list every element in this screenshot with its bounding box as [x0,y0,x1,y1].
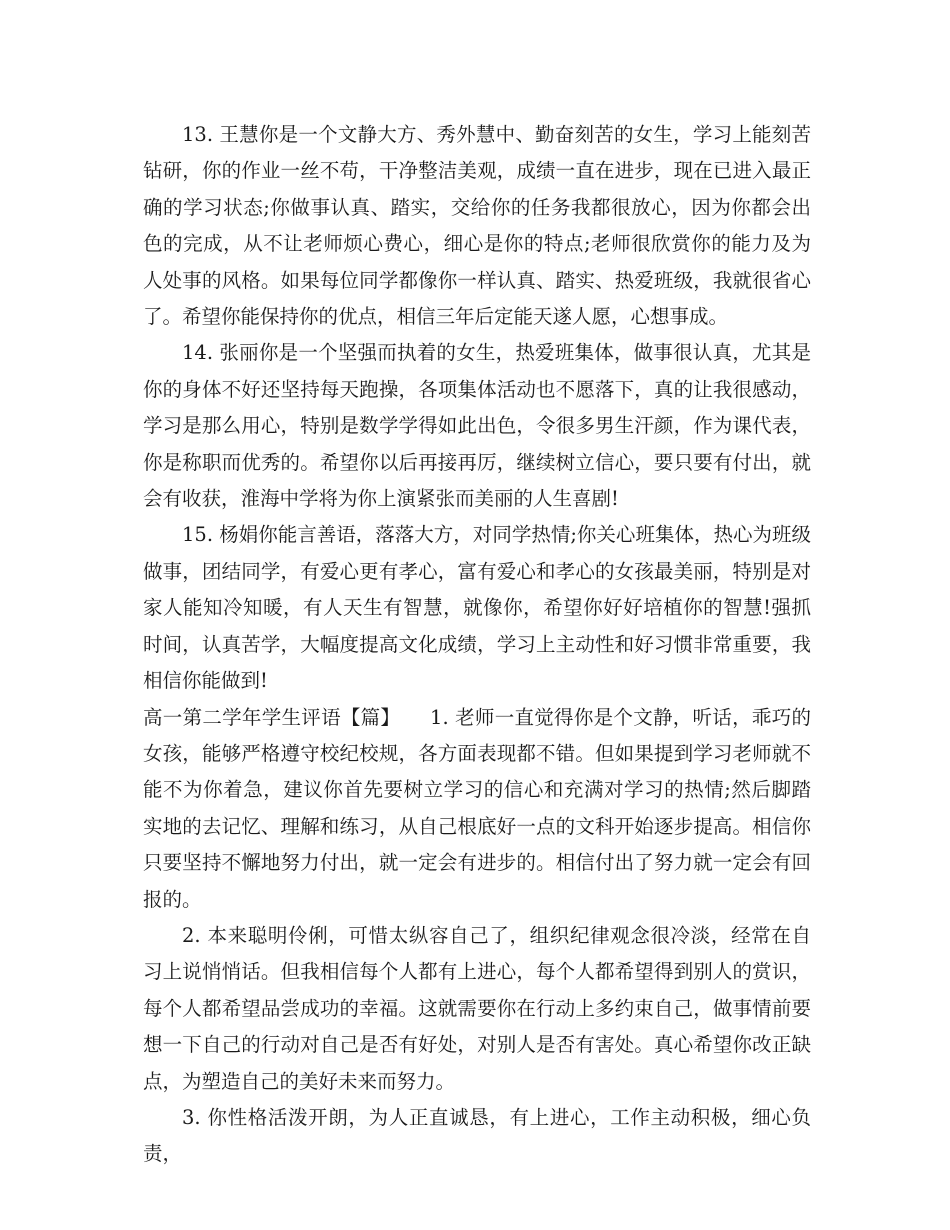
paragraph-comment-13: 13. 王慧你是一个文静大方、秀外慧中、勤奋刻苦的女生，学习上能刻苦钻研，你的作业一丝不苟，干净整洁美观，成绩一直在进步，现在已进入最正确的学习状态;你做事认真、踏实，交给你的任务我都很放心，因为你都会出色的完成，从不让老师烦心费心，细心是你的特点;老师很欣赏你的能力及为人处事的风格。如果每位同学都像你一样认真、踏实、热爱班级，我就很省心了。希望你能保持你的优点，相信三年后定能天遂人愿，心想事成。 [143,123,811,329]
document-body [143,117,811,1173]
paragraph-comment-14: 14. 张丽你是一个坚强而执着的女生，热爱班集体，做事很认真，尤其是你的身体不好还坚持每天跑操，各项集体活动也不愿落下，真的让我很感动，学习是那么用心，特别是数学学得如此出色，令很多男生汗颜，作为课代表，你是称职而优秀的。希望你以后再接再厉，继续树立信心，要只要有付出，就会有收获，淮海中学将为你上演紧张而美丽的人生喜剧! [143,341,811,511]
section-heading-paragraph: 高一第二学年学生评语【篇】 1. 老师一直觉得你是个文静，听话，乖巧的女孩，能够严格遵守校纪校规，各方面表现都不错。但如果提到学习老师就不能不为你着急，建议你首先要树立学习的信心和充满对学习的热情;然后脚踏实地的去记忆、理解和练习，从自己根底好一点的文科开始逐步提高。相信你只要坚持不懈地努力付出，就一定会有进步的。相信付出了努力就一定会有回报的。 [143,705,811,911]
paragraph-comment-15: 15. 杨娟你能言善语，落落大方，对同学热情;你关心班集体，热心为班级做事，团结同学，有爱心更有孝心，富有爱心和孝心的女孩最美丽，特别是对家人能知冷知暖，有人天生有智慧，就像你，希望你好好培植你的智慧!强抓时间，认真苦学，大幅度提高文化成绩，学习上主动性和好习惯非常重要，我相信你能做到! [143,523,811,693]
paragraph-comment-3: 3. 你性格活泼开朗，为人正直诚恳，有上进心，工作主动积极，细心负责， [143,1105,811,1166]
paragraph-comment-2: 2. 本来聪明伶俐，可惜太纵容自己了，组织纪律观念很冷淡，经常在自习上说悄悄话。但我相信每个人都有上进心，每个人都希望得到别人的赏识，每个人都希望品尝成功的幸福。这就需要你在行动上多约束自己，做事情前要想一下自己的行动对自己是否有好处，对别人是否有害处。真心希望你改正缺点，为塑造自己的美好未来而努力。 [143,923,811,1093]
